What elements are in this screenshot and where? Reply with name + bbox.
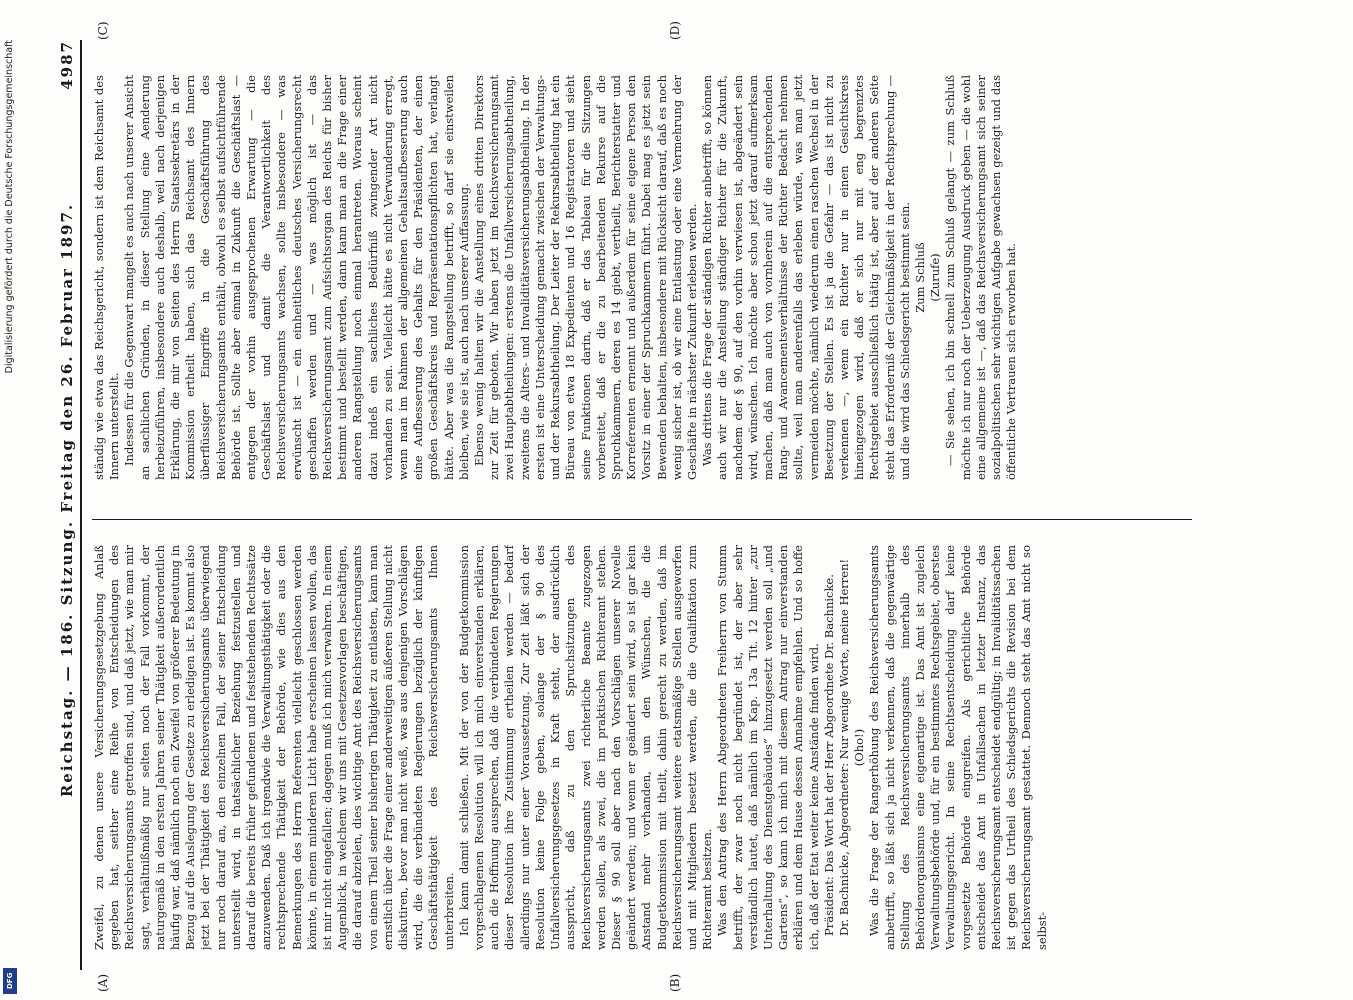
page-header-title: Reichstag. — 186. Sitzung. Freitag den 26. Februar 1897. — [58, 202, 76, 798]
right-paragraph: ständig wie etwa das Reichsgericht, sondern ist dem Reichsamt des Innern unterstellt. — [92, 75, 122, 480]
margin-mark-b: (B) — [668, 973, 682, 992]
margin-mark-c: (C) — [96, 21, 110, 40]
speaker-bachnicke: Dr. Bachnicke, Abgeordneter: Nur wenige Worte, meine Herren! — [836, 558, 851, 936]
closing-line: Zum Schluß — [912, 242, 927, 313]
speaker-president: Präsident: Das Wort hat der Herr Abgeordnete Dr. Bachnicke. — [821, 574, 836, 936]
dfg-logo: DFG — [3, 968, 17, 994]
interjection: (Zurufe) — [928, 253, 943, 302]
page-number: 4987 — [58, 40, 76, 90]
right-paragraph: Indessen für die Gegenwart mangelt es auch nach unserer Ansicht an sachlichen Gründen, in dieser Stellung eine Aenderung herbeizuführen, insbesondere auch deshalb, weil nach derjenigen Erklärung, die mir von Seiten des Herrn Staatssekretärs in der Kommission ertheilt haben, sich das Reichsamt des Innern überflüssiger Eingriffe in die Geschäftsführung des Reichsversicherungsamts enthält, obwohl es selbst aufsichtführende Behörde ist. Sollte aber einmal in Zukunft die Geschäftslast — entgegen der vorhin ausgesprochenen Erwartung — die Geschäftslast und damit die Verantwortlichkeit des Reichsversicherungsamts wachsen, sollte insbesondere — was erwünscht ist — ein einheitliches deutsches Versicherungsrecht geschaffen werden und — was möglich ist — das Reichsversicherungsamt zum Aufsichtsorgan des Reichs für bisher bestimmt und bestellt werden, dann kann man an die Frage einer anderen Rangstellung noch einmal herantreten. Woraus scheint dazu indeß ein sachliches Bedürfniß zwingender Art nicht vorhanden zu sein. Vielleicht hätte es nicht Verwunderung erregt, wenn man im Rahmen der allgemeinen Gehaltsaufbesserung auch eine Aufbesserung des Gehalts für den Präsidenten, der einen großen Geschäftskreis und Repräsentationspflichten hat, verlangt hätte. Aber was die Rangstellung betrifft, so darf sie einstweilen bleiben, wie sie ist, auch nach unserer Auffassung. — [122, 75, 471, 480]
left-paragraph: Was die Frage der Rangerhöhung des Reichsversicherungsamts anbetrifft, so läßt sich ja nicht verkennen, daß die gegenwärtige Stellung des Reichsversicherungsamts innerhalb des Behördenorganismus eine eigenartige ist. Das Amt ist zugleich Verwaltungsbehörde und, für ein bestimmtes Rechtsgebiet, oberstes Verwaltungsgericht. In seine Rechtsentscheidung darf keine vorgesetzte Behörde eingreifen. Als gerichtliche Behörde entscheidet das Amt in Unfallsachen in letzter Instanz, das Reichsversicherungsamt entscheidet endgültig; in Invaliditätssachen ist gegen das Urtheil des Schiedsgerichts die Revision bei dem Reichsversicherungsamt gestattet. Dennoch steht das Amt nicht so selbst- — [867, 545, 1049, 950]
column-divider — [92, 519, 1192, 520]
right-column — [92, 75, 1272, 480]
right-paragraph: Ebenso wenig halten wir die Anstellung eines dritten Direktors zur Zeit für geboten. Wir haben jetzt im Reichsversicherungsamt zwei Hauptabtheilungen: erstens die Unfallversicherungsabtheilung, zweitens die Alters- und Invaliditätsversicherungsabtheilung. In der ersten ist eine Unterscheidung gemacht zwischen der Verwaltungs- und der Rekursabtheilung. Der Leiter der Rekursabtheilung hat ein Büreau von etwa 18 Expedienten und 16 Registratoren und sieht seine Funktionen darin, daß er das Tableau für die Sitzungen vorbereitet, daß er die zu bearbeitenden Rekurse auf die Spruchkammern, deren es 14 giebt, vertheilt, Berichterstatter und Korreferenten ernennt und außerdem für seine eigene Person den Vorsitz in einer der Spruchkammern führt. Dabei mag es jetzt sein Bewenden behalten, insbesondere mit Rücksicht darauf, daß es noch wenig sicher ist, ob wir eine Entlastung oder eine Vermehrung der Geschäfte in nächster Zukunft erleben werden. — [472, 75, 699, 480]
header-rule — [80, 40, 82, 970]
left-column — [92, 545, 1272, 950]
left-paragraph: Ich kann damit schließen. Mit der von der Budgetkommission vorgeschlagenen Resolution will ich mich einverstanden erklären, auch die Hoffnung aussprechen, daß die verbündeten Regierungen dieser Resolution ihre Zustimmung ertheilen werden — bedarf allerdings nur unter einer Voraussetzung. Zur Zeit läßt sich der Resolution keine Folge geben, solange der § 90 des Unfallversicherungsgesetzes in Kraft steht, der ausdrücklich ausspricht, daß zu den Spruchsitzungen des Reichsversicherungsamts zwei richterliche Beamte zugezogen werden sollen, als zwei, die im praktischen Richteramt stehen. Dieser § 90 soll aber nach den Vorschlägen unserer Novelle geändert werden; und wenn er geändert sein wird, so ist gar kein Anstand mehr vorhanden, um den Wünschen, die die Budgetkommission mit theilt, dahin gerecht zu werden, daß im Reichsversicherungsamt weitere etatsmäßige Stellen ausgeworfen und mit Mitgliedern besetzt werden, die die Qualifikation zum Richteramt besitzen. — [456, 545, 715, 950]
page-header — [58, 0, 78, 1000]
left-paragraph: Was den Antrag des Herrn Abgeordneten Freiherrn von Stumm betrifft, der zwar noch nicht begründet ist, der aber sehr verständlich lautet, daß nämlich im Kap. 13a Tit. 12 hinter „zur Unterhaltung des Dienstgebäudes“ hinzugesetzt werden soll „und Gartens“, so kann ich mich mit diesem Antrag nur einverstanden erklären und dem Hause dessen Annahme empfehlen. Und so hoffe ich, daß der Etat weiter keine Anstände finden wird. — [715, 545, 821, 950]
right-paragraph: — Sie sehen, ich bin schnell zum Schluß gelangt — zum Schluß möchte ich nur noch der Ueberzeugung Ausdruck geben — die wohl eine allgemeine ist —, daß das Reichsversicherungsamt sich seiner sozialpolitischen sehr wichtigen Aufgabe gewachsen gezeigt und das öffentliche Vertrauen sich erworben hat. — [943, 75, 1019, 480]
right-paragraph: Was drittens die Frage der ständigen Richter anbetrifft, so können auch wir nur die Anstellung ständiger Richter für die Zukunft, nachdem der § 90, auf den vorhin verwiesen ist, abgeändert sein wird, wünschen. Ich möchte aber schon jetzt darauf aufmerksam machen, daß man auch von vornherein auf die entsprechenden Rang- und Avancementsverhältnisse der Richter Bedacht nehmen sollte, weil man anderenfalls das erleben würde, was man jetzt vermeiden möchte, nämlich wiederum einen raschen Wechsel in der Besetzung der Stellen. Es ist ja die Gefahr — das ist nicht zu verkennen —, wenn ein Richter nur in einen Gesichtskreis hineingezogen wird, daß er sich nur mit eng begrenztes Rechtsgebiet ausschließlich thätig ist, aber auf der anderen Seite steht das Erforderniß der Gleichmäßigkeit in der Rechtsprechung — und die wird das Schiedsgericht bestimmt sein. — [700, 75, 912, 480]
interjection: (Oho!) — [852, 728, 867, 767]
digitization-credit-text: Digitalisierung gefördert durch die Deutsche Forschungsgemeinschaft — [4, 40, 15, 374]
left-paragraph: Zweifel, zu denen unsere Versicherungsgesetzgebung Anlaß gegeben hat, seither eine Reihe von Entscheidungen des Reichsversicherungsamts getroffen sind, und daß jetzt, wie man mir sagt, verhältnißmäßig nur selten noch der Fall vorkommt, der naturgemäß in den ersten Jahren seiner Thätigkeit außerordentlich häufig war, daß nämlich noch ein Zweifel von größerer Bedeutung in Bezug auf die Auslegung der Gesetze zu erledigen ist. Es kommt also jetzt bei der Thätigkeit des Reichsversicherungsamts überwiegend nur noch darauf an, den einzelnen Fall, der seiner Entscheidung unterstellt wird, in thatsächlicher Beziehung festzustellen und darauf die bereits früher gefundenen und feststehenden Rechtssätze anzuwenden. Daß ich irgendwie die Verwaltungsthätigkeit oder die rechtsprechende Thätigkeit der Behörde, wie dies aus den Bemerkungen des Herrn Referenten vielleicht geschlossen werden könnte, in einem minderen Licht habe erscheinen lassen wollen, das ist mir nicht eingefallen; dagegen muß ich mich verwahren. In einem Augenblick, in welchem wir uns mit Gesetzesvorlagen beschäftigen, die darauf abzielen, dies wichtige Amt des Reichsversicherungsamts von einem Theil seiner bisherigen Thätigkeit zu entlasten, kann man ernstlich über die Frage einer anderweitigen äußeren Stellung nicht diskutiren, bevor man nicht weiß, was aus denjenigen Vorschlägen wird, die die verbündeten Regierungen bezüglich der künftigen Geschäftsthätigkeit des Reichsversicherungsamts Ihnen unterbreiten. — [92, 545, 456, 950]
margin-mark-d: (D) — [668, 21, 682, 40]
digitization-credit — [4, 0, 18, 1000]
margin-mark-a: (A) — [96, 973, 110, 992]
